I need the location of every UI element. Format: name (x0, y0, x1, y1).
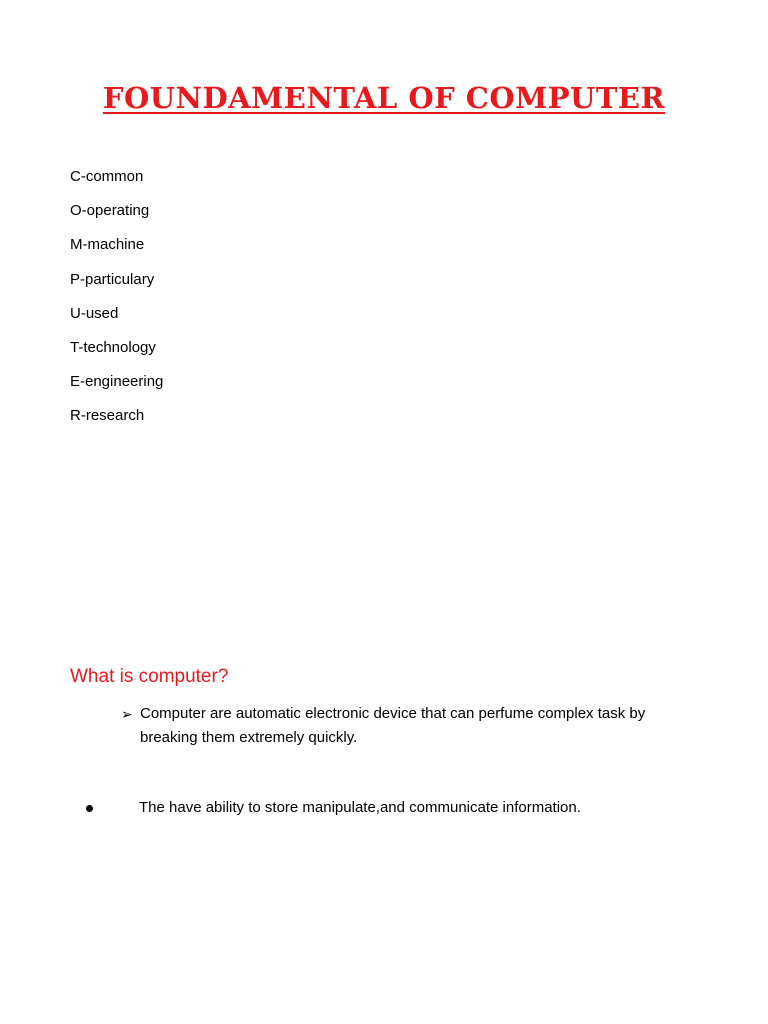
acronym-list (70, 165, 163, 439)
acronym-item-u: U-used (70, 304, 119, 322)
acronym-item-p: P-particulary (70, 270, 155, 288)
acronym-item-c: C-common (70, 168, 144, 185)
acronym-item-t: T-technology (70, 338, 156, 356)
acronym-item-m: M-machine (70, 236, 145, 254)
arrow-bullet-item (121, 702, 701, 750)
section-heading: What is computer? (70, 666, 229, 687)
arrow-bullet-icon: ➢ (121, 706, 133, 722)
page-title: FOUNDAMENTAL OF COMPUTER (102, 81, 666, 115)
acronym-item-o: O-operating (70, 202, 150, 220)
dot-bullet-icon (86, 805, 93, 812)
arrow-bullet-text: Computer are automatic electronic device that can perfume complex task by breaking them extremely quickly. (140, 705, 646, 746)
acronym-item-r: R-research (70, 407, 145, 425)
dot-bullet-text: The have ability to store manipulate,and communicate information. (139, 799, 581, 816)
acronym-item-e: E-engineering (70, 373, 164, 391)
